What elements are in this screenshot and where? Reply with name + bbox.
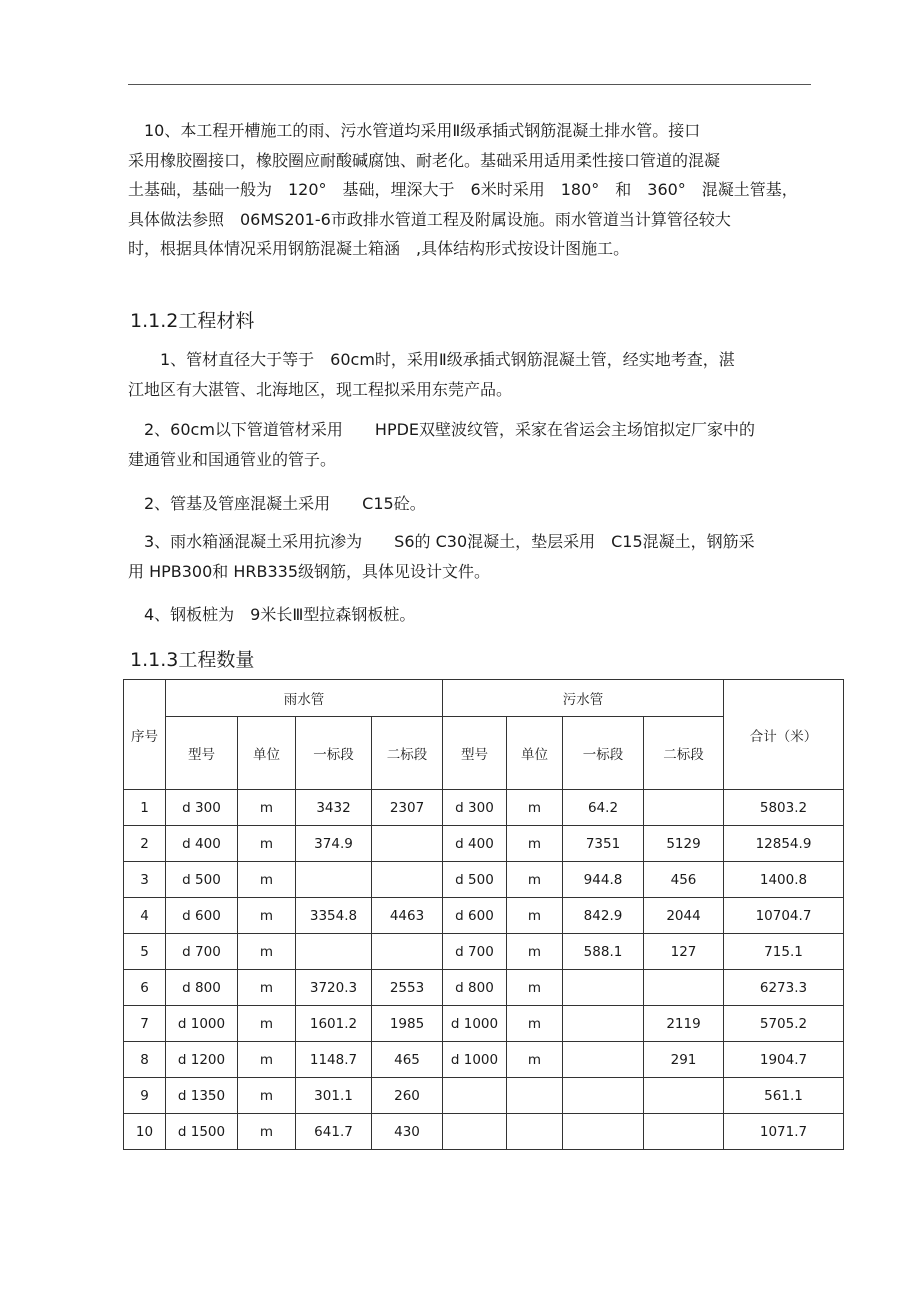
total-header: 合计（米） (724, 680, 844, 790)
table-cell: d 600 (443, 898, 507, 934)
text-line: 土基础，基础一般为 120° 基础，埋深大于 6米时采用 180° 和 360° 混凝土管基， (128, 180, 798, 199)
table-cell: m (238, 826, 296, 862)
table-cell: d 600 (166, 898, 238, 934)
sub-header: 单位 (238, 717, 296, 790)
table-cell: d 400 (166, 826, 238, 862)
table-cell: m (238, 898, 296, 934)
table-cell: d 1350 (166, 1078, 238, 1114)
sewage-header: 污水管 (443, 680, 724, 717)
text-line: 10、本工程开槽施工的雨、污水管道均采用Ⅱ级承插式钢筋混凝土排水管。接口 (128, 121, 701, 140)
table-cell: m (238, 934, 296, 970)
table-cell: 4463 (372, 898, 443, 934)
table-cell: d 500 (443, 862, 507, 898)
materials-item-1 (128, 345, 798, 404)
table-cell: 5 (124, 934, 166, 970)
table-cell (296, 862, 372, 898)
table-cell: 2307 (372, 790, 443, 826)
table-cell: d 500 (166, 862, 238, 898)
sub-header: 二标段 (644, 717, 724, 790)
table-cell (563, 1006, 644, 1042)
table-cell: d 1000 (443, 1006, 507, 1042)
materials-item-5 (128, 600, 798, 630)
table-cell: 1071.7 (724, 1114, 844, 1150)
table-cell (644, 1078, 724, 1114)
text-line: 江地区有大湛管、北海地区，现工程拟采用东莞产品。 (128, 379, 513, 399)
table-cell (563, 1042, 644, 1078)
table-cell: m (238, 1042, 296, 1078)
table-cell: m (238, 862, 296, 898)
table-cell: 9 (124, 1078, 166, 1114)
table-cell: 1148.7 (296, 1042, 372, 1078)
table-cell: 2044 (644, 898, 724, 934)
table-row (124, 934, 844, 970)
table-row (124, 1114, 844, 1150)
table-cell: 1904.7 (724, 1042, 844, 1078)
table-cell: 430 (372, 1114, 443, 1150)
table-cell (563, 1114, 644, 1150)
table-cell: 465 (372, 1042, 443, 1078)
heading-materials: 1.1.2工程材料 (130, 310, 255, 332)
header-rule (128, 84, 811, 85)
seq-header: 序号 (124, 680, 166, 790)
table-cell: d 400 (443, 826, 507, 862)
table-cell: 1400.8 (724, 862, 844, 898)
sub-header: 型号 (443, 717, 507, 790)
table-cell: 10 (124, 1114, 166, 1150)
table-cell: 6273.3 (724, 970, 844, 1006)
table-cell (507, 1114, 563, 1150)
table-row (124, 826, 844, 862)
table-row (124, 790, 844, 826)
table-cell (443, 1078, 507, 1114)
table-cell: d 300 (443, 790, 507, 826)
table-cell: m (238, 790, 296, 826)
table-cell (372, 826, 443, 862)
table-cell: 944.8 (563, 862, 644, 898)
heading-quantity: 1.1.3工程数量 (130, 649, 255, 671)
table-cell: 64.2 (563, 790, 644, 826)
table-cell: 641.7 (296, 1114, 372, 1150)
table-cell: 1601.2 (296, 1006, 372, 1042)
table-cell (507, 1078, 563, 1114)
table-cell: 10704.7 (724, 898, 844, 934)
table-cell: 301.1 (296, 1078, 372, 1114)
table-cell: d 1500 (166, 1114, 238, 1150)
table-cell (372, 862, 443, 898)
table-cell (372, 934, 443, 970)
table-row (124, 970, 844, 1006)
table-row (124, 1078, 844, 1114)
table-cell: m (507, 826, 563, 862)
table-cell (644, 970, 724, 1006)
materials-item-4 (128, 527, 798, 586)
table-cell: 291 (644, 1042, 724, 1078)
text-line: 用 HPB300和 HRB335级钢筋，具体见设计文件。 (128, 561, 491, 581)
table-cell: 12854.9 (724, 826, 844, 862)
text-line: 采用橡胶圈接口，橡胶圈应耐酸碱腐蚀、耐老化。基础采用适用柔性接口管道的混凝 (128, 150, 721, 170)
table-cell: 456 (644, 862, 724, 898)
table-cell (644, 1114, 724, 1150)
table-row (124, 1042, 844, 1078)
table-cell: 374.9 (296, 826, 372, 862)
table-cell: 3720.3 (296, 970, 372, 1006)
table-cell: d 1200 (166, 1042, 238, 1078)
table-cell: 588.1 (563, 934, 644, 970)
text-line: 时，根据具体情况采用钢筋混凝土箱涵 ,具体结构形式按设计图施工。 (128, 239, 630, 258)
table-cell: 4 (124, 898, 166, 934)
table-cell: 5705.2 (724, 1006, 844, 1042)
table-cell: 2 (124, 826, 166, 862)
table-cell: m (507, 862, 563, 898)
table-cell: 3 (124, 862, 166, 898)
table-cell: 8 (124, 1042, 166, 1078)
sub-header: 二标段 (372, 717, 443, 790)
text-line: 3、雨水箱涵混凝土采用抗渗为 S6的 C30混凝土，垫层采用 C15混凝土，钢筋采 (128, 532, 755, 551)
table-cell: m (238, 1114, 296, 1150)
table-cell: 3354.8 (296, 898, 372, 934)
table-cell: 7 (124, 1006, 166, 1042)
rain-header: 雨水管 (166, 680, 443, 717)
table-cell: 561.1 (724, 1078, 844, 1114)
table-cell: m (507, 970, 563, 1006)
table-cell: m (238, 1006, 296, 1042)
table-cell: 7351 (563, 826, 644, 862)
table-cell: 5129 (644, 826, 724, 862)
table-cell: 1985 (372, 1006, 443, 1042)
table-cell: d 700 (166, 934, 238, 970)
text-line: 2、管基及管座混凝土采用 C15砼。 (128, 494, 426, 513)
materials-item-3 (128, 489, 798, 519)
table-cell: 2553 (372, 970, 443, 1006)
table-cell (563, 970, 644, 1006)
table-cell (443, 1114, 507, 1150)
quantity-table (123, 679, 844, 1150)
table-cell: 3432 (296, 790, 372, 826)
table-cell: d 700 (443, 934, 507, 970)
table-cell (563, 1078, 644, 1114)
table-cell: 260 (372, 1078, 443, 1114)
sub-header: 型号 (166, 717, 238, 790)
table-cell: 127 (644, 934, 724, 970)
table-cell: 715.1 (724, 934, 844, 970)
table-cell: d 800 (443, 970, 507, 1006)
table-cell: m (238, 970, 296, 1006)
text-line: 建通管业和国通管业的管子。 (128, 449, 337, 469)
text-line: 4、钢板桩为 9米长Ⅲ型拉森钢板桩。 (128, 605, 416, 624)
sub-header: 一标段 (563, 717, 644, 790)
text-line: 1、管材直径大于等于 60cm时，采用Ⅱ级承插式钢筋混凝土管，经实地考查，湛 (128, 350, 735, 369)
section-10-paragraph (128, 116, 798, 264)
table-row (124, 1006, 844, 1042)
table-cell: m (507, 1042, 563, 1078)
table-row (124, 862, 844, 898)
materials-item-2 (128, 415, 798, 474)
table-cell: 5803.2 (724, 790, 844, 826)
table-cell: m (507, 898, 563, 934)
table-cell (296, 934, 372, 970)
table-cell: 6 (124, 970, 166, 1006)
table-cell: d 300 (166, 790, 238, 826)
table-cell: d 1000 (166, 1006, 238, 1042)
sub-header: 一标段 (296, 717, 372, 790)
table-cell: m (507, 934, 563, 970)
table-row (124, 898, 844, 934)
table-cell: d 800 (166, 970, 238, 1006)
table-cell: 842.9 (563, 898, 644, 934)
text-line: 具体做法参照 06MS201-6市政排水管道工程及附属设施。雨水管道当计算管径较大 (128, 209, 731, 229)
table-cell: 2119 (644, 1006, 724, 1042)
table-cell: m (507, 790, 563, 826)
sub-header: 单位 (507, 717, 563, 790)
table-cell: d 1000 (443, 1042, 507, 1078)
table-cell: 1 (124, 790, 166, 826)
table-cell: m (238, 1078, 296, 1114)
text-line: 2、60cm以下管道管材采用 HPDE双壁波纹管，采家在省运会主场馆拟定厂家中的 (128, 420, 756, 439)
table-cell (644, 790, 724, 826)
table-cell: m (507, 1006, 563, 1042)
